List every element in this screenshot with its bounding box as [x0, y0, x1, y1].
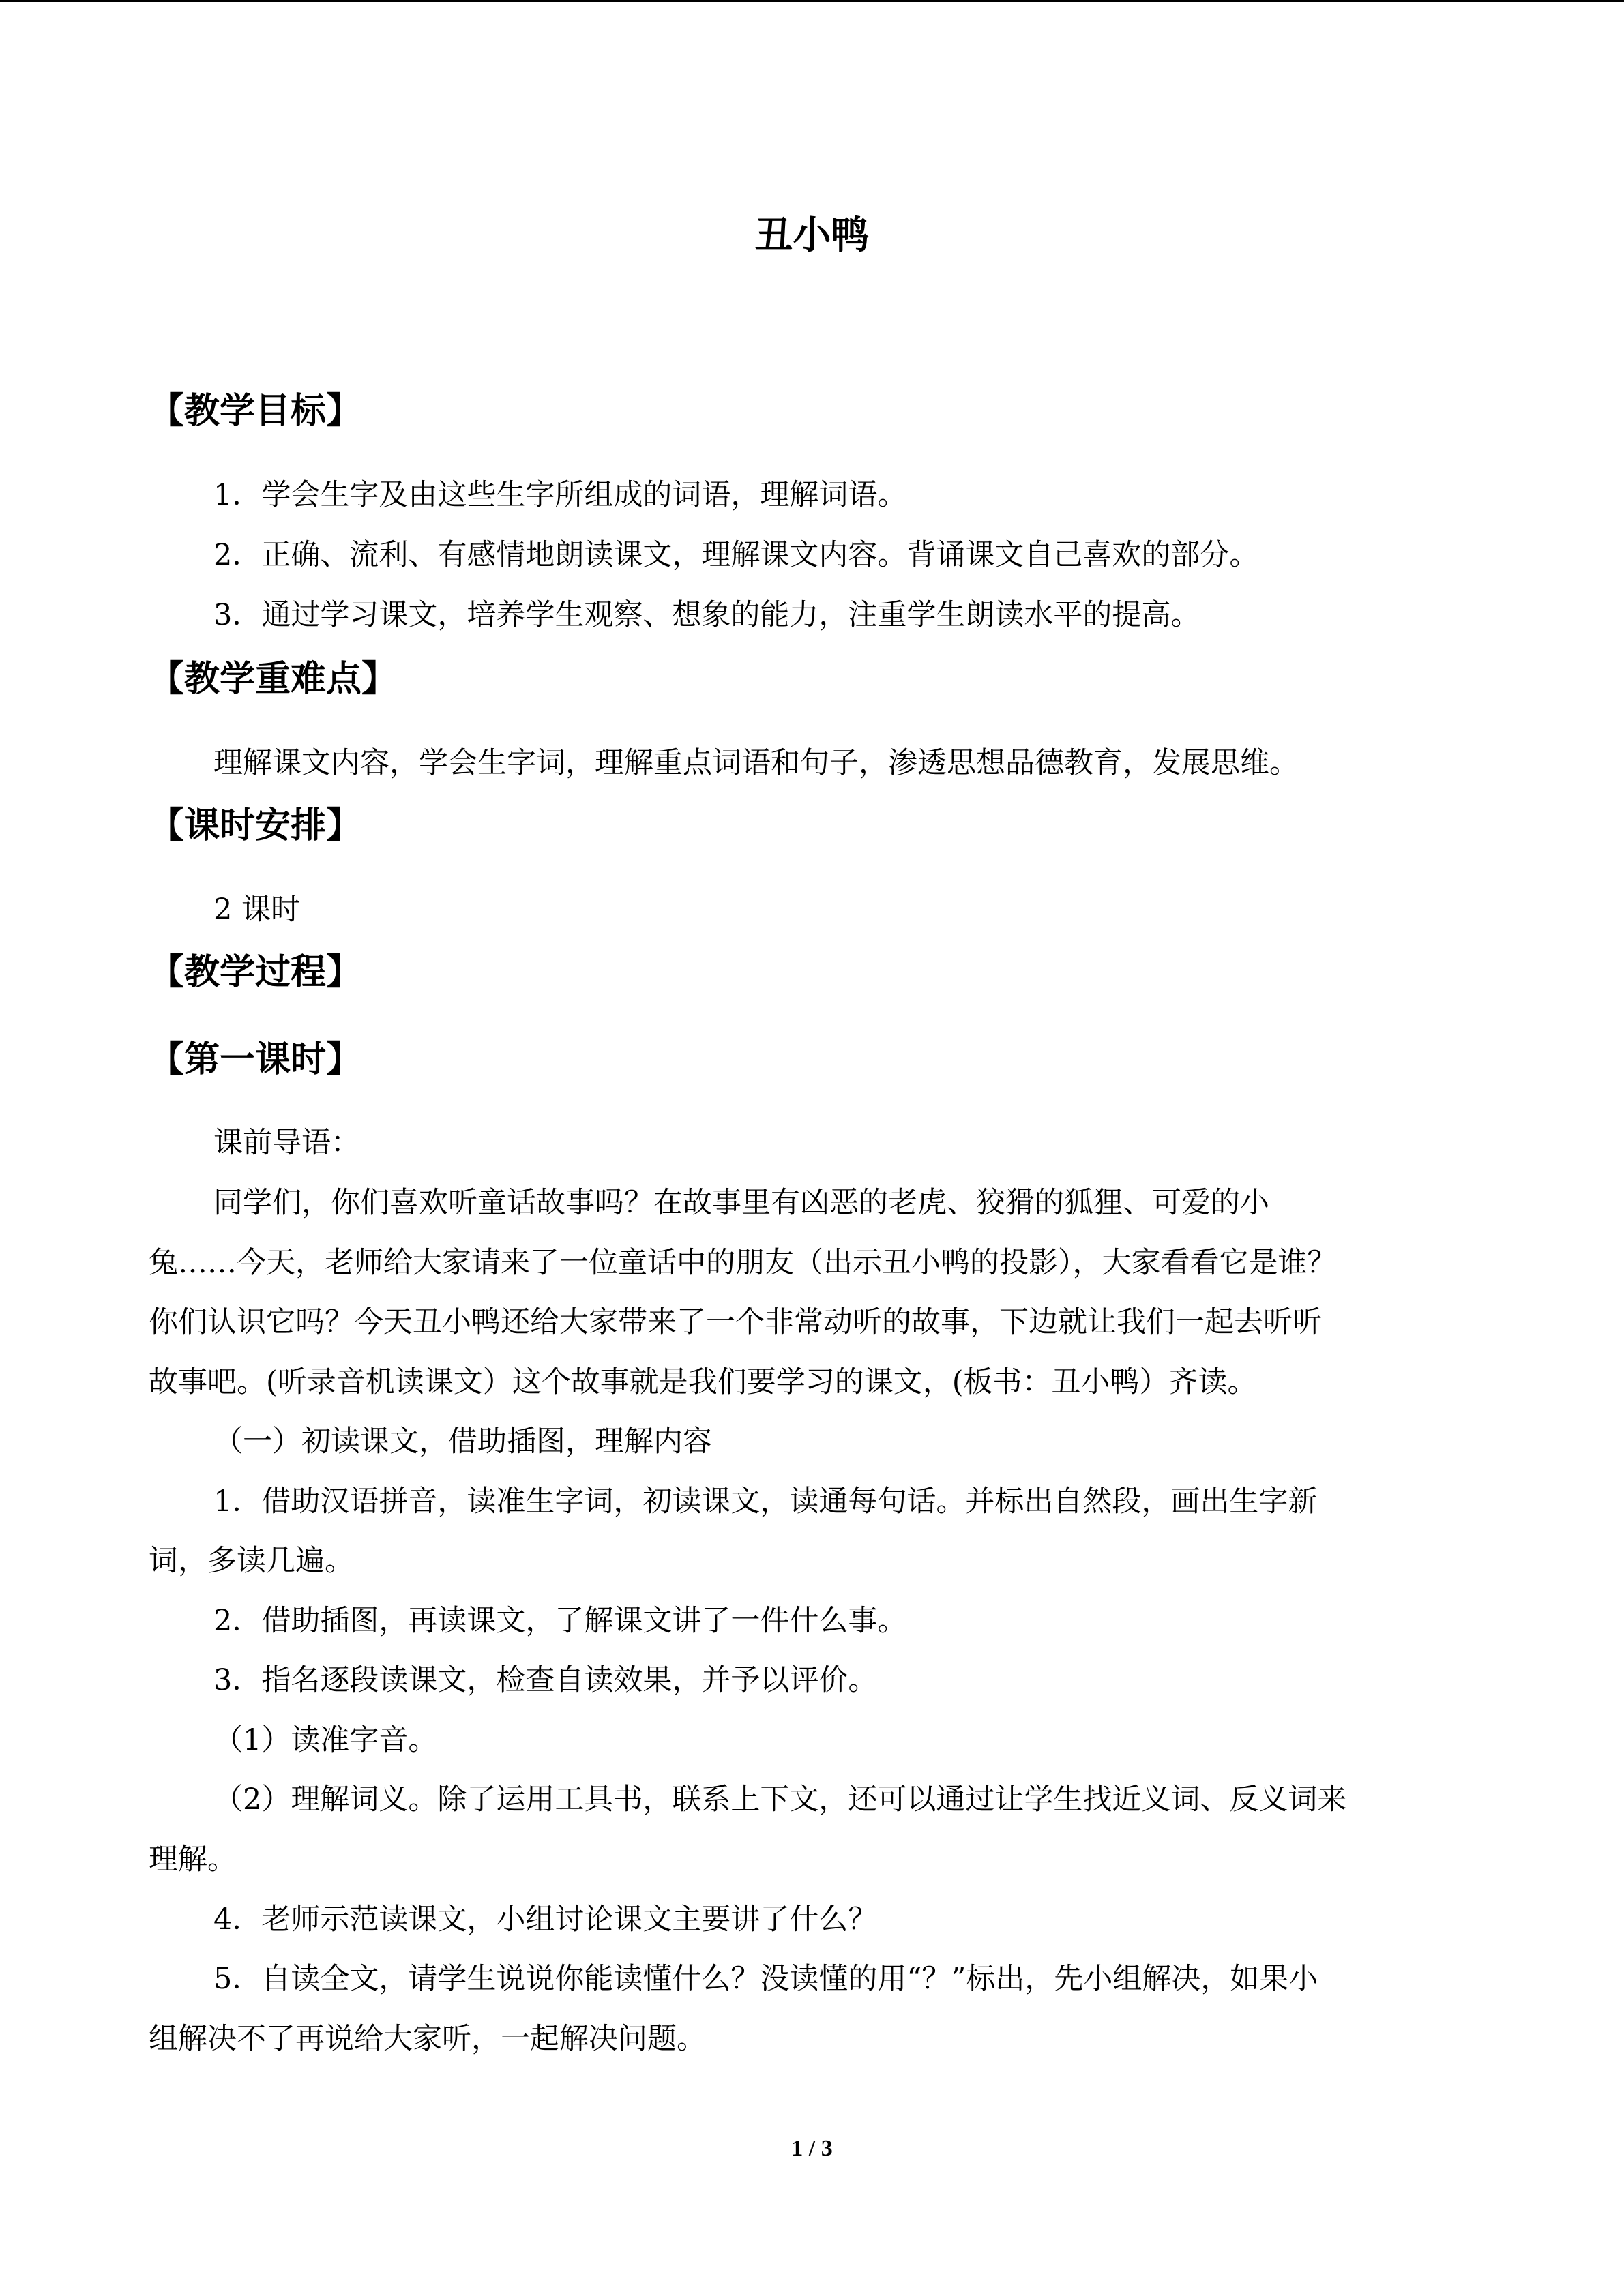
step-5-line-2: 组解决不了再说给大家听，一起解决问题。	[149, 2022, 706, 2056]
heading-schedule: 【课时安排】	[149, 805, 362, 846]
intro-line-4: 故事吧。(听录音机读课文）这个故事就是我们要学习的课文，(板书：丑小鸭）齐读。	[149, 1365, 1257, 1399]
heading-objectives: 【教学目标】	[149, 391, 362, 432]
step-1-line-2: 词，多读几遍。	[149, 1544, 354, 1578]
key-points-text: 理解课文内容，学会生字词，理解重点词语和句子，渗透思想品德教育，发展思维。	[213, 746, 1299, 780]
heading-first-lesson: 【第一课时】	[149, 1039, 362, 1080]
top-border-line	[0, 0, 1624, 2]
page-title: 丑小鸭	[754, 213, 870, 258]
step-5-line-1: 5．自读全文，请学生说说你能读懂什么？没读懂的用“？”标出，先小组解决，如果小	[213, 1962, 1318, 1996]
schedule-text: 2 课时	[213, 893, 301, 927]
heading-process: 【教学过程】	[149, 952, 362, 993]
objective-item-1: 1．学会生字及由这些生字所组成的词语，理解词语。	[213, 478, 907, 512]
intro-line-3: 你们认识它吗？今天丑小鸭还给大家带来了一个非常动听的故事，下边就让我们一起去听听	[149, 1305, 1322, 1339]
step-2: 2．借助插图，再读课文，了解课文讲了一件什么事。	[213, 1604, 907, 1638]
intro-label: 课前导语：	[213, 1126, 360, 1160]
part-one-heading: （一）初读课文，借助插图，理解内容	[213, 1425, 712, 1459]
step-3-sub-2-line-1: （2）理解词义。除了运用工具书，联系上下文，还可以通过让学生找近义词、反义词来	[213, 1783, 1347, 1817]
intro-line-2: 兔……今天，老师给大家请来了一位童话中的朋友（出示丑小鸭的投影），大家看看它是谁？	[149, 1246, 1337, 1280]
page-number: 1 / 3	[791, 2136, 833, 2161]
objective-item-3: 3．通过学习课文，培养学生观察、想象的能力，注重学生朗读水平的提高。	[213, 598, 1200, 632]
step-1-line-1: 1．借助汉语拼音，读准生字词，初读课文，读通每句话。并标出自然段，画出生字新	[213, 1485, 1318, 1519]
heading-key-points: 【教学重难点】	[149, 659, 398, 700]
intro-line-1: 同学们，你们喜欢听童话故事吗？在故事里有凶恶的老虎、狡猾的狐狸、可爱的小	[213, 1186, 1269, 1220]
step-3: 3．指名逐段读课文，检查自读效果，并予以评价。	[213, 1663, 878, 1697]
step-3-sub-1: （1）读准字音。	[213, 1723, 438, 1757]
step-4: 4．老师示范读课文，小组讨论课文主要讲了什么？	[213, 1903, 878, 1937]
step-3-sub-2-line-2: 理解。	[149, 1843, 237, 1877]
objective-item-2: 2．正确、流利、有感情地朗读课文，理解课文内容。背诵课文自己喜欢的部分。	[213, 538, 1259, 572]
